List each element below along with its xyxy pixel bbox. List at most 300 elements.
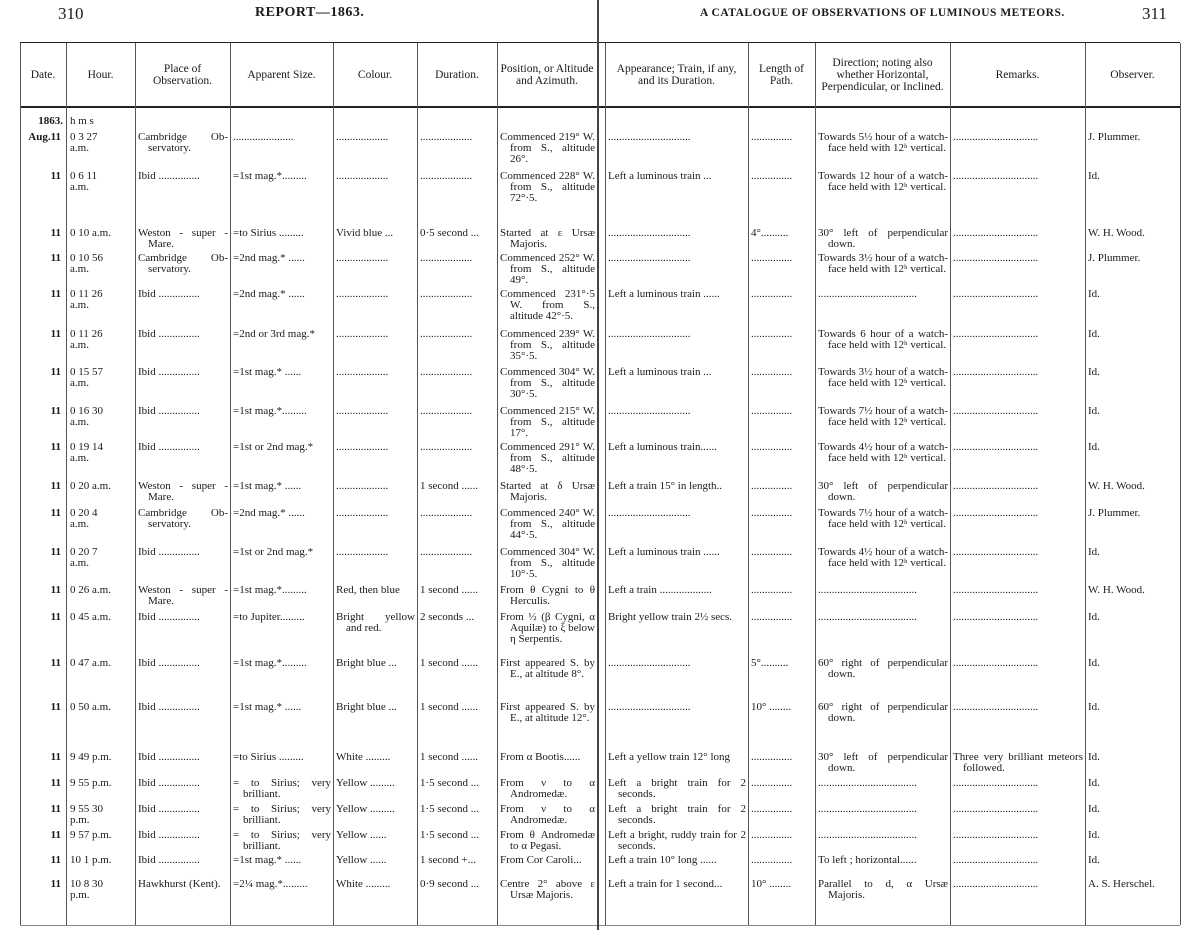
cell-apparent-size: =1st mag.*......... [233,170,307,182]
cell-length-of-path: ............... [751,252,793,264]
cell-direction: Towards 6 hour of a watch-face held with 12ʰ vertical. [818,328,948,351]
cell-position: From ν to α Andromedæ. [500,803,595,826]
cell-observer: J. Plummer. [1088,252,1141,264]
cell-colour: ................... [336,441,389,453]
cell-apparent-size: =1st mag.* ...... [233,366,302,378]
cell-appearance: Left a bright train for 2 seconds. [608,803,746,826]
cell-direction: Towards 4½ hour of a watch-face held with 12ʰ vertical. [818,441,948,464]
cell-position: Commenced 291° W. from S., altitude 48°·5. [500,441,595,475]
table-row [0,228,1200,253]
cell-date: 11 [50,854,61,866]
cell-appearance: Left a luminous train ...... [608,546,720,558]
cell-colour: Yellow ......... [336,777,395,789]
cell-length-of-path: 5°.......... [751,657,789,669]
cell-remarks: ............................... [953,507,1039,519]
cell-appearance: Left a train for 1 second... [608,878,723,890]
cell-remarks: ............................... [953,405,1039,417]
cell-appearance: .............................. [608,227,691,239]
cell-appearance: .............................. [608,252,691,264]
cell-position: Commenced 304° W. from S., altitude 30°·5. [500,366,595,400]
cell-date: 11 [50,751,61,763]
table-row [0,702,1200,752]
table-row [0,132,1200,171]
cell-remarks: ............................... [953,546,1039,558]
cell-remarks: ............................... [953,611,1039,623]
cell-appearance: Left a bright, ruddy train for 2 seconds. [608,829,746,852]
cell-length-of-path: ............... [751,507,793,519]
cell-hour: 0 16 30 a.m. [70,405,103,428]
cell-colour: White ......... [336,751,391,763]
table-row [0,778,1200,804]
cell-direction: Towards 7½ hour of a watch-face held with 12ʰ vertical. [818,405,948,428]
cell-apparent-size: =1st mag.*......... [233,584,307,596]
cell-observer: Id. [1088,546,1100,558]
cell-hour: 0 20 a.m. [70,480,111,492]
cell-apparent-size: =1st or 2nd mag.* [233,546,314,558]
cell-appearance: Left a train 10° long ...... [608,854,717,866]
cell-colour: Red, then blue [336,584,400,596]
cell-remarks: ............................... [953,829,1039,841]
cell-observer: Id. [1088,328,1100,340]
cell-observer: Id. [1088,657,1100,669]
cell-direction: Towards 5½ hour of a watch-face held with 12ʰ vertical. [818,131,948,154]
cell-position: Commenced 252° W. from S., altitude 49°. [500,252,595,286]
cell-hour: 0 20 7 a.m. [70,546,98,569]
cell-hour: 0 26 a.m. [70,584,111,596]
cell-duration: 1 second ...... [420,584,479,596]
cell-place: Ibid ............... [138,441,200,453]
cell-direction: Towards 7½ hour of a watch-face held with 12ʰ vertical. [818,507,948,530]
cell-date: 11 [50,546,61,558]
cell-position: Commenced 219° W. from S., altitude 26°. [500,131,595,165]
cell-date: 11 [50,701,61,713]
cell-date: 11 [50,288,61,300]
cell-remarks: ............................... [953,701,1039,713]
cell-colour: ................... [336,366,389,378]
cell-hour: 9 57 p.m. [70,829,112,841]
cell-direction: Towards 4½ hour of a watch-face held with 12ʰ vertical. [818,546,948,569]
cell-direction: Parallel to d, α Ursæ Majoris. [818,878,948,901]
cell-remarks: ............................... [953,480,1039,492]
cell-date: 11 [50,441,61,453]
cell-place: Ibid ............... [138,366,200,378]
cell-hour: 0 6 11 a.m. [70,170,98,193]
cell-hour: 0 3 27 a.m. [70,131,98,154]
cell-length-of-path: ............... [751,288,793,300]
cell-apparent-size: =to Sirius ......... [233,751,304,763]
cell-appearance: Left a luminous train ...... [608,288,720,300]
cell-appearance: Left a train 15° in length.. [608,480,723,492]
cell-duration: 2 seconds ... [420,611,475,623]
cell-place: Ibid ............... [138,328,200,340]
cell-length-of-path: ............... [751,441,793,453]
cell-position: First appeared S. by E., at altitude 12°. [500,701,595,724]
table-row [0,658,1200,702]
table-row [0,253,1200,289]
cell-apparent-size: = to Sirius; very brilliant. [233,777,331,800]
cell-hour: 9 55 30 p.m. [70,803,103,826]
cell-observer: Id. [1088,170,1100,182]
cell-date: 11 [50,803,61,815]
cell-position: First appeared S. by E., at altitude 8°. [500,657,595,680]
cell-observer: Id. [1088,854,1100,866]
cell-remarks: ............................... [953,777,1039,789]
cell-observer: Id. [1088,803,1100,815]
cell-apparent-size: =2nd mag.* ...... [233,252,305,264]
cell-apparent-size: =1st or 2nd mag.* [233,441,314,453]
cell-hour: 0 10 a.m. [70,227,111,239]
cell-appearance: Left a luminous train ... [608,366,712,378]
header-position: Position, or Altitude and Azimuth. [500,63,594,87]
cell-apparent-size: = to Sirius; very brilliant. [233,829,331,852]
cell-duration: ................... [420,366,473,378]
cell-date: 11 [50,829,61,841]
cell-observer: J. Plummer. [1088,507,1141,519]
cell-direction: .................................... [818,288,917,300]
cell-duration: 1 second ...... [420,701,479,713]
table-row [0,508,1200,547]
cell-duration: ................... [420,405,473,417]
cell-position: Started at ε Ursæ Majoris. [500,227,595,250]
cell-hour: 0 11 26 a.m. [70,328,103,351]
cell-position: Centre 2° above ε Ursæ Majoris. [500,878,595,901]
year-date: 1863. [38,115,63,127]
cell-length-of-path: ............... [751,131,793,143]
header-place: Place of Observation. [152,63,213,87]
cell-length-of-path: ............... [751,546,793,558]
cell-hour: 0 47 a.m. [70,657,111,669]
cell-duration: 1·5 second ... [420,777,479,789]
cell-place: Ibid ............... [138,701,200,713]
cell-hour: 10 1 p.m. [70,854,112,866]
cell-duration: ................... [420,252,473,264]
cell-date: 11 [50,480,61,492]
cell-place: Ibid ............... [138,829,200,841]
cell-direction: 30° left of perpendicular down. [818,751,948,774]
header-remarks: Remarks. [995,69,1040,81]
cell-position: Started at δ Ursæ Majoris. [500,480,595,503]
cell-duration: 1 second +... [420,854,476,866]
cell-place: Weston - super - Mare. [138,584,228,607]
cell-appearance: Bright yellow train 2½ secs. [608,611,733,623]
cell-date: 11 [50,252,61,264]
cell-length-of-path: ............... [751,584,793,596]
cell-colour: Bright yellow and red. [336,611,415,634]
cell-observer: A. S. Herschel. [1088,878,1155,890]
cell-remarks: ............................... [953,227,1039,239]
cell-duration: 0·5 second ... [420,227,479,239]
header-observer: Observer. [1110,69,1155,81]
cell-position: Commenced 304° W. from S., altitude 10°·5. [500,546,595,580]
cell-duration: 1·5 second ... [420,803,479,815]
cell-position: Commenced 231°·5 W. from S., altitude 42°·5. [500,288,595,322]
table-row [0,406,1200,442]
header-colour: Colour. [357,69,393,81]
cell-appearance: .............................. [608,328,691,340]
table-row [0,289,1200,329]
cell-colour: ................... [336,328,389,340]
cell-hour: 10 8 30 p.m. [70,878,103,901]
cell-observer: Id. [1088,751,1100,763]
cell-date: 11 [50,507,61,519]
cell-date: 11 [50,611,61,623]
cell-position: Commenced 215° W. from S., altitude 17°. [500,405,595,439]
table-row [0,855,1200,879]
cell-place: Ibid ............... [138,288,200,300]
cell-apparent-size: ...................... [233,131,294,143]
cell-duration: ................... [420,170,473,182]
table-row [0,612,1200,658]
header-duration: Duration. [435,69,479,81]
header-appearance: Appearance; Train, if any, and its Duration. [616,63,737,87]
cell-hour: 0 10 56 a.m. [70,252,103,275]
cell-direction: .................................... [818,584,917,596]
cell-date: 11 [50,777,61,789]
cell-direction: 60° right of perpendicular down. [818,701,948,724]
cell-direction: Towards 3½ hour of a watch-face held with 12ʰ vertical. [818,366,948,389]
cell-colour: Yellow ...... [336,854,387,866]
cell-colour: ................... [336,480,389,492]
cell-observer: J. Plummer. [1088,131,1141,143]
cell-remarks: Three very brilliant meteors followed. [953,751,1083,774]
right-page-number: 311 [1142,4,1167,23]
cell-hour: 0 45 a.m. [70,611,111,623]
cell-apparent-size: =1st mag.*......... [233,657,307,669]
table-row [0,879,1200,923]
cell-remarks: ............................... [953,878,1039,890]
cell-length-of-path: ............... [751,611,793,623]
cell-apparent-size: =2nd mag.* ...... [233,288,305,300]
cell-colour: ................... [336,252,389,264]
cell-length-of-path: 10° ........ [751,701,792,713]
cell-appearance: Left a luminous train...... [608,441,718,453]
cell-remarks: ............................... [953,441,1039,453]
cell-place: Ibid ............... [138,546,200,558]
cell-date: 11 [50,227,61,239]
cell-position: Commenced 228° W. from S., altitude 72°·5. [500,170,595,204]
table-row [0,367,1200,406]
cell-observer: Id. [1088,777,1100,789]
cell-remarks: ............................... [953,131,1039,143]
cell-position: Commenced 239° W. from S., altitude 35°·5. [500,328,595,362]
cell-length-of-path: ............... [751,829,793,841]
cell-remarks: ............................... [953,366,1039,378]
cell-colour: White ......... [336,878,391,890]
cell-appearance: Left a bright train for 2 seconds. [608,777,746,800]
cell-observer: Id. [1088,288,1100,300]
table-row [0,585,1200,612]
cell-colour: Yellow ......... [336,803,395,815]
cell-length-of-path: ............... [751,803,793,815]
cell-length-of-path: ............... [751,751,793,763]
cell-date: Aug.11 [28,131,61,143]
cell-place: Ibid ............... [138,405,200,417]
cell-place: Ibid ............... [138,657,200,669]
table-row [0,329,1200,367]
header-date: Date. [30,69,56,81]
header-length-of-path: Length of Path. [758,63,805,87]
header-direction: Direction; noting also whether Horizontal, Perpendicular, or Inclined. [821,57,944,93]
cell-duration: ................... [420,546,473,558]
cell-length-of-path: ............... [751,854,793,866]
cell-apparent-size: =2nd mag.* ...... [233,507,305,519]
table-row [0,804,1200,830]
cell-remarks: ............................... [953,252,1039,264]
cell-date: 11 [50,405,61,417]
cell-colour: ................... [336,288,389,300]
cell-place: Cambridge Ob-servatory. [138,131,228,154]
cell-position: From Cor Caroli... [500,854,582,866]
cell-direction: .................................... [818,611,917,623]
cell-observer: W. H. Wood. [1088,480,1145,492]
cell-appearance: .............................. [608,701,691,713]
cell-colour: ................... [336,507,389,519]
left-running-title: REPORT—1863. [255,5,365,20]
cell-length-of-path: ............... [751,480,793,492]
cell-place: Cambridge Ob-servatory. [138,507,228,530]
cell-date: 11 [50,584,61,596]
table-row [0,442,1200,481]
cell-length-of-path: 10° ........ [751,878,792,890]
cell-remarks: ............................... [953,288,1039,300]
cell-place: Ibid ............... [138,611,200,623]
cell-date: 11 [50,170,61,182]
cell-direction: 30° left of perpendicular down. [818,480,948,503]
cell-observer: Id. [1088,405,1100,417]
cell-observer: Id. [1088,366,1100,378]
cell-hour: 0 20 4 a.m. [70,507,98,530]
cell-place: Ibid ............... [138,777,200,789]
cell-position: From θ Cygni to θ Herculis. [500,584,595,607]
cell-colour: Vivid blue ... [336,227,394,239]
cell-hour: 9 55 p.m. [70,777,112,789]
cell-duration: ................... [420,131,473,143]
cell-apparent-size: =1st mag.*......... [233,405,307,417]
year-row [0,116,1200,129]
cell-hour: 0 11 26 a.m. [70,288,103,311]
cell-appearance: Left a yellow train 12° long [608,751,731,763]
cell-appearance: .............................. [608,405,691,417]
year-hour: h m s [70,115,94,127]
cell-apparent-size: =2nd or 3rd mag.* [233,328,315,340]
cell-place: Ibid ............... [138,751,200,763]
cell-duration: ................... [420,288,473,300]
bottom-rule [20,925,1180,926]
cell-place: Weston - super - Mare. [138,227,228,250]
cell-length-of-path: ............... [751,328,793,340]
cell-apparent-size: =1st mag.* ...... [233,701,302,713]
cell-colour: Bright blue ... [336,701,397,713]
cell-observer: Id. [1088,441,1100,453]
cell-observer: W. H. Wood. [1088,584,1145,596]
cell-appearance: Left a luminous train ... [608,170,712,182]
cell-duration: 0·9 second ... [420,878,479,890]
cell-hour: 9 49 p.m. [70,751,112,763]
cell-position: Commenced 240° W. from S., altitude 44°·5. [500,507,595,541]
cell-date: 11 [50,878,61,890]
cell-date: 11 [50,657,61,669]
cell-apparent-size: =2¼ mag.*......... [233,878,308,890]
cell-place: Ibid ............... [138,854,200,866]
cell-appearance: .............................. [608,131,691,143]
cell-colour: ................... [336,170,389,182]
right-running-title: A CATALOGUE OF OBSERVATIONS OF LUMINOUS METEORS. [700,7,1065,19]
cell-duration: 1·5 second ... [420,829,479,841]
cell-date: 11 [50,328,61,340]
cell-colour: ................... [336,546,389,558]
cell-place: Ibid ............... [138,170,200,182]
cell-apparent-size: =to Sirius ......... [233,227,304,239]
cell-appearance: .............................. [608,507,691,519]
cell-remarks: ............................... [953,854,1039,866]
cell-direction: 30° left of perpendicular down. [818,227,948,250]
cell-length-of-path: ............... [751,777,793,789]
cell-appearance: Left a train ................... [608,584,712,596]
cell-length-of-path: ............... [751,366,793,378]
cell-hour: 0 19 14 a.m. [70,441,103,464]
cell-remarks: ............................... [953,803,1039,815]
header-hour: Hour. [87,69,114,81]
cell-remarks: ............................... [953,584,1039,596]
cell-appearance: .............................. [608,657,691,669]
cell-observer: W. H. Wood. [1088,227,1145,239]
cell-remarks: ............................... [953,170,1039,182]
cell-direction: Towards 3½ hour of a watch-face held with 12ʰ vertical. [818,252,948,275]
cell-duration: ................... [420,441,473,453]
cell-direction: To left ; horizontal...... [818,854,917,866]
cell-apparent-size: =1st mag.* ...... [233,854,302,866]
cell-observer: Id. [1088,701,1100,713]
cell-date: 11 [50,366,61,378]
cell-direction: .................................... [818,777,917,789]
cell-apparent-size: =1st mag.* ...... [233,480,302,492]
cell-apparent-size: =to Jupiter......... [233,611,305,623]
cell-length-of-path: 4°.......... [751,227,789,239]
table-row [0,547,1200,585]
header-apparent-size: Apparent Size. [247,69,316,81]
cell-position: From ½ (β Cygni, α Aquilæ) to ξ below η Serpentis. [500,611,595,645]
cell-position: From α Bootis...... [500,751,581,763]
cell-hour: 0 50 a.m. [70,701,111,713]
cell-position: From ν to α Andromedæ. [500,777,595,800]
cell-duration: 1 second ...... [420,657,479,669]
cell-place: Hawkhurst (Kent). [138,878,221,890]
cell-length-of-path: ............... [751,405,793,417]
cell-hour: 0 15 57 a.m. [70,366,103,389]
cell-duration: 1 second ...... [420,480,479,492]
cell-colour: ................... [336,405,389,417]
table-row [0,481,1200,508]
cell-direction: .................................... [818,803,917,815]
cell-place: Cambridge Ob-servatory. [138,252,228,275]
cell-direction: .................................... [818,829,917,841]
cell-observer: Id. [1088,829,1100,841]
left-page-number: 310 [58,4,84,23]
cell-remarks: ............................... [953,657,1039,669]
table-row [0,830,1200,855]
table-row [0,171,1200,228]
cell-duration: 1 second ...... [420,751,479,763]
cell-remarks: ............................... [953,328,1039,340]
cell-colour: Bright blue ... [336,657,397,669]
table-row [0,752,1200,778]
cell-length-of-path: ............... [751,170,793,182]
cell-colour: Yellow ...... [336,829,387,841]
cell-direction: 60° right of perpendicular down. [818,657,948,680]
cell-colour: ................... [336,131,389,143]
cell-direction: Towards 12 hour of a watch-face held with 12ʰ vertical. [818,170,948,193]
cell-duration: ................... [420,507,473,519]
